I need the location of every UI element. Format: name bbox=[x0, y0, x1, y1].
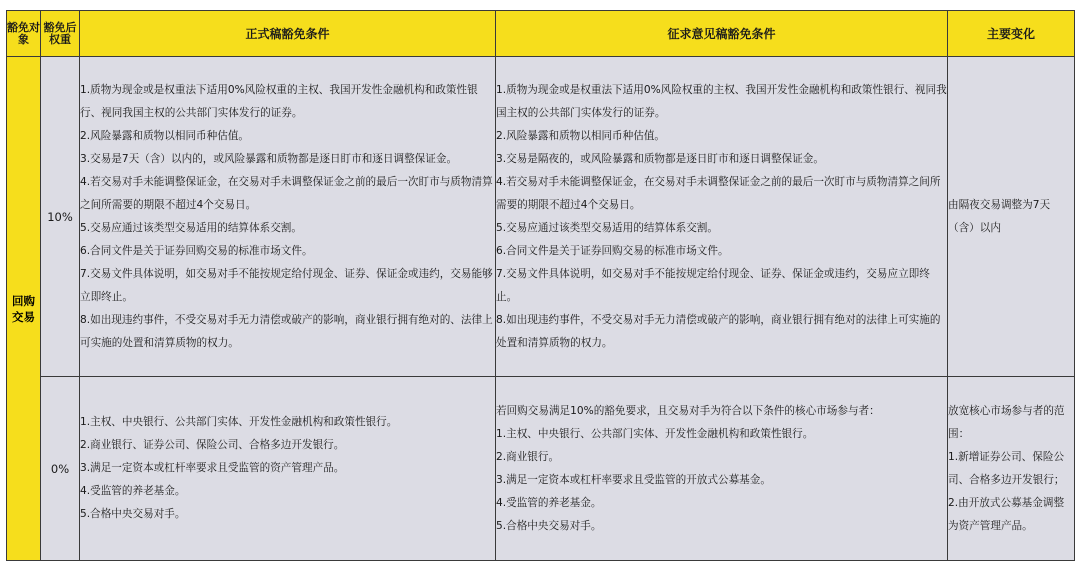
condition-item: 2.风险暴露和质物以相同币种估值。 bbox=[496, 129, 666, 142]
change-item: 1.新增证券公司、保险公司、合格多边开发银行； bbox=[948, 450, 1065, 486]
header-draft-conditions: 征求意见稿豁免条件 bbox=[496, 11, 948, 57]
weight-cell-10: 10% bbox=[41, 57, 80, 377]
condition-item: 2.商业银行、证券公司、保险公司、合格多边开发银行。 bbox=[80, 439, 345, 451]
condition-item: 1.质物为现金或是权重法下适用0%风险权重的主权、我国开发性金融机构和政策性银行、视同我国主权的公共部门实体发行的证券。 bbox=[496, 83, 947, 119]
condition-item: 3.交易是隔夜的，或风险暴露和质物都是逐日盯市和逐日调整保证金。 bbox=[496, 152, 824, 165]
weight-cell-0: 0% bbox=[41, 377, 80, 561]
table-row-10-percent bbox=[7, 57, 1075, 377]
change-item: 放宽核心市场参与者的范围： bbox=[948, 404, 1065, 440]
draft-conditions-10 bbox=[496, 57, 948, 377]
condition-item: 8.如出现违约事件，不受交易对手无力清偿或破产的影响，商业银行拥有绝对的法律上可实施的处置和清算质物的权力。 bbox=[496, 313, 941, 349]
condition-item: 5.交易应通过该类型交易适用的结算体系交割。 bbox=[496, 221, 718, 234]
header-row bbox=[7, 11, 1075, 57]
header-object: 豁免对象 bbox=[7, 11, 41, 57]
condition-item: 4.若交易对手未能调整保证金，在交易对手未调整保证金之前的最后一次盯市与质物清算之间所需要的期限不超过4个交易日。 bbox=[80, 175, 493, 211]
header-formal-conditions: 正式稿豁免条件 bbox=[80, 11, 496, 57]
header-main-changes: 主要变化 bbox=[948, 11, 1075, 57]
exemption-comparison-table bbox=[6, 10, 1075, 561]
condition-item: 4.受监管的养老基金。 bbox=[80, 485, 186, 497]
condition-item: 3.满足一定资本或杠杆率要求且受监管的开放式公募基金。 bbox=[496, 473, 771, 486]
condition-item: 5.合格中央交易对手。 bbox=[80, 508, 186, 520]
formal-conditions-0 bbox=[80, 377, 496, 561]
change-item: 2.由开放式公募基金调整为资产管理产品。 bbox=[948, 496, 1065, 532]
condition-item: 2.商业银行。 bbox=[496, 450, 560, 463]
condition-item: 3.交易是7天（含）以内的，或风险暴露和质物都是逐日盯市和逐日调整保证金。 bbox=[80, 152, 458, 165]
condition-item: 1.质物为现金或是权重法下适用0%风险权重的主权、我国开发性金融机构和政策性银行、视同我国主权的公共部门实体发行的证券。 bbox=[80, 83, 478, 119]
main-changes-10: 由隔夜交易调整为7天（含）以内 bbox=[948, 57, 1075, 377]
condition-item: 6.合同文件是关于证券回购交易的标准市场文件。 bbox=[496, 244, 729, 257]
condition-item: 2.风险暴露和质物以相同币种估值。 bbox=[80, 129, 250, 142]
condition-item: 8.如出现违约事件，不受交易对手无力清偿或破产的影响，商业银行拥有绝对的、法律上可实施的处置和清算质物的权力。 bbox=[80, 313, 493, 349]
condition-item: 1.主权、中央银行、公共部门实体、开发性金融机构和政策性银行。 bbox=[496, 427, 814, 440]
condition-item: 7.交易文件具体说明，如交易对手不能按规定给付现金、证券、保证金或违约，交易能够立即终止。 bbox=[80, 267, 493, 303]
object-repo-transaction: 回购交易 bbox=[7, 57, 41, 561]
main-changes-0 bbox=[948, 377, 1075, 561]
condition-item: 1.主权、中央银行、公共部门实体、开发性金融机构和政策性银行。 bbox=[80, 416, 398, 428]
header-weight: 豁免后权重 bbox=[41, 11, 80, 57]
condition-item: 7.交易文件具体说明，如交易对手不能按规定给付现金、证券、保证金或违约，交易应立即终止。 bbox=[496, 267, 930, 303]
table-row-0-percent bbox=[7, 377, 1075, 561]
condition-item: 4.若交易对手未能调整保证金，在交易对手未调整保证金之前的最后一次盯市与质物清算之间所需要的期限不超过4个交易日。 bbox=[496, 175, 941, 211]
condition-item: 4.受监管的养老基金。 bbox=[496, 496, 602, 509]
condition-item: 5.交易应通过该类型交易适用的结算体系交割。 bbox=[80, 221, 302, 234]
condition-item: 若回购交易满足10%的豁免要求，且交易对手为符合以下条件的核心市场参与者： bbox=[496, 404, 880, 417]
condition-item: 5.合格中央交易对手。 bbox=[496, 519, 602, 532]
draft-conditions-0 bbox=[496, 377, 948, 561]
condition-item: 6.合同文件是关于证券回购交易的标准市场文件。 bbox=[80, 244, 313, 257]
formal-conditions-10 bbox=[80, 57, 496, 377]
condition-item: 3.满足一定资本或杠杆率要求且受监管的资产管理产品。 bbox=[80, 462, 345, 474]
